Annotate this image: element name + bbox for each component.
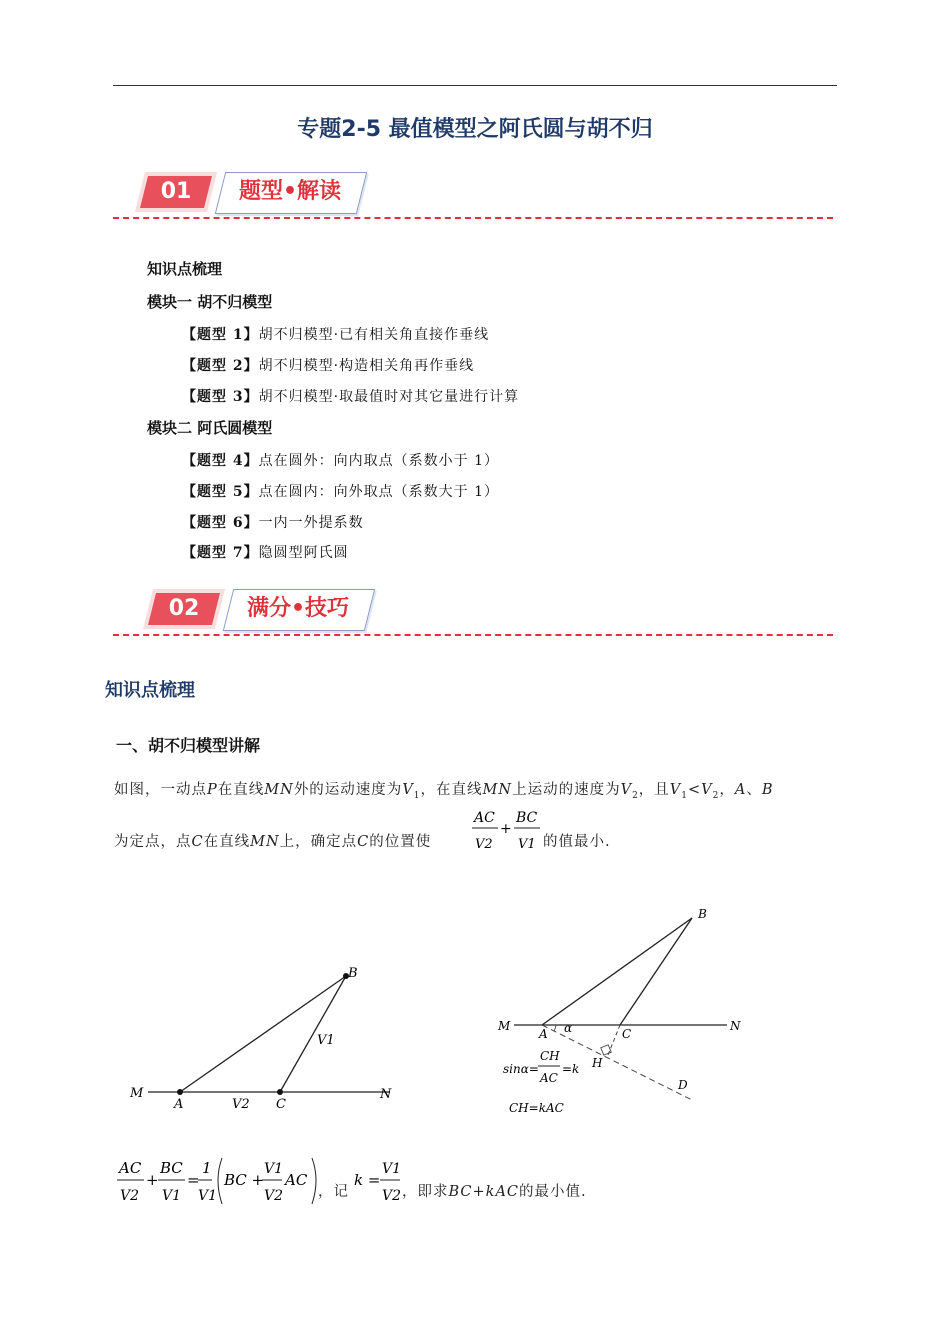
svg-text:=: = (187, 1171, 200, 1189)
top-rule (113, 85, 837, 86)
svg-text:V1: V1 (198, 1188, 218, 1204)
section-badge-1 (140, 172, 360, 212)
paragraph-line-2-tail: 的值最小. (543, 834, 611, 850)
figure-1 (120, 960, 410, 1120)
label-a: A (174, 1097, 184, 1112)
label-alpha: α (564, 1021, 573, 1035)
segment-cb (280, 976, 346, 1092)
label-v2: V2 (232, 1097, 250, 1112)
label-b: B (348, 966, 358, 981)
label-n: N (730, 1019, 741, 1033)
label-b: B (698, 907, 707, 921)
frac-num-ac: AC (474, 810, 495, 826)
label-m: M (130, 1086, 144, 1101)
point-c (277, 1089, 283, 1095)
frac-den-v2: V2 (475, 837, 493, 852)
toc-item: 【题型 1】胡不归模型·已有相关角直接作垂线 (182, 327, 490, 343)
svg-text:V1: V1 (382, 1161, 402, 1177)
svg-text:1: 1 (202, 1159, 212, 1177)
figure-2 (492, 900, 752, 1130)
badge-number: 02 (168, 596, 200, 621)
toc-heading: 知识点梳理 (147, 260, 223, 278)
label-c: C (622, 1027, 632, 1041)
angle-arc (554, 1025, 556, 1031)
paragraph-line-1: 如图，一动点P在直线MN外的运动速度为$V_1$，在直线MN上运动的速度为$V_2$，且$V_1<V_2$，A、B (114, 782, 774, 801)
bottom-note: ，记 (318, 1184, 349, 1200)
toc-item: 【题型 7】隐圆型阿氏圆 (182, 545, 349, 561)
label-m: M (498, 1019, 511, 1033)
sin-den: AC (540, 1071, 558, 1085)
label-d: D (678, 1078, 688, 1092)
segment-ch (608, 1025, 620, 1055)
badge-number: 01 (160, 179, 192, 204)
label-v1: V1 (317, 1033, 335, 1048)
bottom-formula (114, 1152, 344, 1210)
svg-text:V1: V1 (162, 1188, 182, 1204)
label-h: H (592, 1056, 603, 1070)
svg-text:AC: AC (119, 1159, 142, 1177)
toc-item: 【题型 4】点在圆外：向内取点（系数小于 1） (182, 453, 499, 469)
dashed-divider-2 (113, 634, 833, 636)
sin-eq-k: =k (562, 1062, 580, 1076)
page-title: 专题2-5 最值模型之阿氏圆与胡不归 (297, 117, 653, 142)
label-a: A (539, 1027, 548, 1041)
frac-num-bc: BC (516, 810, 538, 826)
ch-kac: CH=kAC (509, 1101, 564, 1115)
paragraph-line-2: 为定点，点C在直线MN上，确定点C的位置使 (114, 834, 432, 850)
svg-text:k =: k = (354, 1171, 381, 1189)
badge-label: 满分•技巧 (246, 596, 350, 621)
toc-module-1: 模块一 胡不归模型 (147, 293, 273, 311)
subsection-heading: 一、胡不归模型讲解 (116, 736, 261, 755)
segment-cb (620, 918, 692, 1025)
label-c: C (276, 1097, 286, 1112)
svg-text:AC: AC (285, 1171, 308, 1189)
badge-label: 题型•解读 (238, 179, 342, 204)
dashed-divider-1 (113, 217, 833, 219)
svg-text:V1: V1 (264, 1161, 284, 1177)
svg-text:V2: V2 (264, 1188, 284, 1204)
sin-num: CH (540, 1049, 560, 1063)
fraction-expression (470, 804, 545, 856)
sin-label: sinα= (503, 1062, 539, 1076)
svg-text:BC +: BC + (224, 1171, 265, 1189)
section-heading: 知识点梳理 (105, 680, 195, 701)
section-badge-2 (148, 589, 373, 629)
toc-item: 【题型 3】胡不归模型·取最值时对其它量进行计算 (182, 389, 520, 405)
frac-den-v1: V1 (518, 837, 536, 852)
bottom-tail: ，即求BC+kAC的最小值. (402, 1184, 587, 1200)
toc-item: 【题型 6】一内一外提系数 (182, 515, 364, 531)
label-n: N (380, 1087, 392, 1102)
svg-text:BC: BC (160, 1159, 183, 1177)
toc-item: 【题型 2】胡不归模型·构造相关角再作垂线 (182, 358, 475, 374)
svg-text:+: + (146, 1171, 159, 1189)
segment-ab (542, 918, 692, 1025)
toc-module-2: 模块二 阿氏圆模型 (147, 419, 273, 437)
svg-text:V2: V2 (120, 1188, 140, 1204)
point-a (177, 1089, 183, 1095)
toc-item: 【题型 5】点在圆内：向外取点（系数大于 1） (182, 484, 499, 500)
frac-plus: + (500, 821, 512, 837)
right-angle-mark (601, 1045, 611, 1055)
svg-text:V2: V2 (382, 1188, 402, 1204)
